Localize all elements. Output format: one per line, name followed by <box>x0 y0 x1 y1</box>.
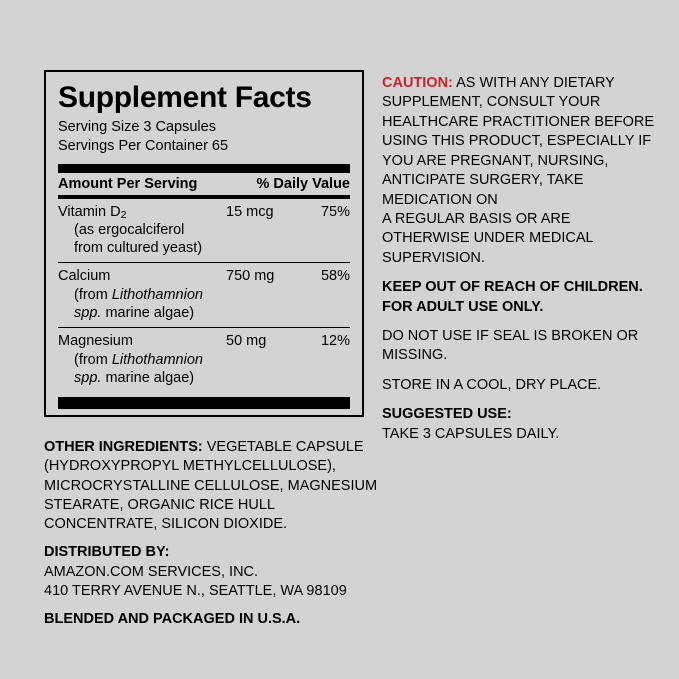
suggested-use <box>382 405 662 444</box>
other-information-block <box>44 438 384 630</box>
caution-paragraph <box>382 74 662 268</box>
supplement-facts-panel <box>44 70 364 417</box>
caution-label: CAUTION: <box>382 75 453 91</box>
other-ingredients-text: VEGETABLE CAPSULE (HYDROXYPROPYL METHYLCELLULOSE), MICROCRYSTALLINE CELLULOSE, MAGNESIUM STEARATE, ORGANIC RICE HULL CONCENTRATE, SILICON DIOXIDE. <box>44 439 378 533</box>
divider-bottom-bar <box>58 397 350 409</box>
keep-out-line-1: KEEP OUT OF REACH OF CHILDREN. <box>382 279 643 296</box>
daily-value-header: % Daily Value <box>256 175 350 192</box>
nutrient-source-line-1: (from Lithothamnion <box>74 286 203 303</box>
keep-out-of-reach <box>382 278 662 317</box>
keep-out-line-2: FOR ADULT USE ONLY. <box>382 298 544 315</box>
caution-text: AS WITH ANY DIETARY SUPPLEMENT, CONSULT YOUR HEALTHCARE PRACTITIONER BEFORE USING THIS PRODUCT, ESPECIALLY IF YOU ARE PREGNANT, NURSING, ANTICIPATE SURGERY, TAKE MEDICATION ON <box>382 75 655 208</box>
nutrient-daily-value: 12% <box>320 333 350 350</box>
amount-per-serving-header: Amount Per Serving <box>58 175 198 192</box>
nutrient-amount: 50 mg <box>226 333 267 350</box>
nutrient-name-subscript: 2 <box>120 209 127 221</box>
nutrient-source-line-1: (as ergocalciferol <box>74 222 185 239</box>
serving-size: Serving Size 3 Capsules <box>58 118 216 135</box>
blended-packaged-line: BLENDED AND PACKAGED IN U.S.A. <box>44 611 301 628</box>
servings-per-container: Servings Per Container 65 <box>58 138 229 155</box>
table-row-calcium <box>58 263 350 327</box>
nutrient-source-line-1: (from Lithothamnion <box>74 351 203 368</box>
distributed-by <box>44 543 384 601</box>
nutrient-daily-value: 75% <box>320 203 350 220</box>
storage-instruction: STORE IN A COOL, DRY PLACE. <box>382 376 602 393</box>
nutrient-amount: 750 mg <box>226 268 275 285</box>
nutrient-name: Vitamin $D_2$ <box>58 203 127 221</box>
table-row-magnesium <box>58 328 350 392</box>
seal-warning: DO NOT USE IF SEAL IS BROKEN OR MISSING. <box>382 328 639 364</box>
divider-thick-top <box>58 164 350 173</box>
supplement-facts-title: Supplement Facts <box>58 81 312 114</box>
nutrient-source-line-2: spp. marine algae) <box>74 369 195 386</box>
distributed-by-label: DISTRIBUTED BY: <box>44 544 170 561</box>
nutrient-source-line-2: from cultured yeast) <box>74 240 203 257</box>
nutrient-daily-value: 58% <box>320 268 350 285</box>
warnings-block <box>382 74 662 454</box>
nutrient-name: Calcium <box>58 268 111 285</box>
nutrient-name: Magnesium <box>58 333 133 350</box>
table-header-row <box>58 173 350 195</box>
table-row-vitamin-d <box>58 199 350 263</box>
suggested-use-text: TAKE 3 CAPSULES DAILY. <box>382 425 560 442</box>
nutrient-source-line-2: spp. marine algae) <box>74 305 195 322</box>
distributor-address: 410 TERRY AVENUE N., SEATTLE, WA 98109 <box>44 582 347 599</box>
nutrient-amount: 15 mcg <box>226 203 274 220</box>
caution-text-continued: A REGULAR BASIS OR ARE OTHERWISE UNDER MEDICAL SUPERVISION. <box>382 210 594 266</box>
distributor-name: AMAZON.COM SERVICES, INC. <box>44 563 259 580</box>
other-ingredients <box>44 438 384 534</box>
suggested-use-label: SUGGESTED USE: <box>382 406 512 423</box>
other-ingredients-label: OTHER INGREDIENTS: <box>44 439 203 455</box>
